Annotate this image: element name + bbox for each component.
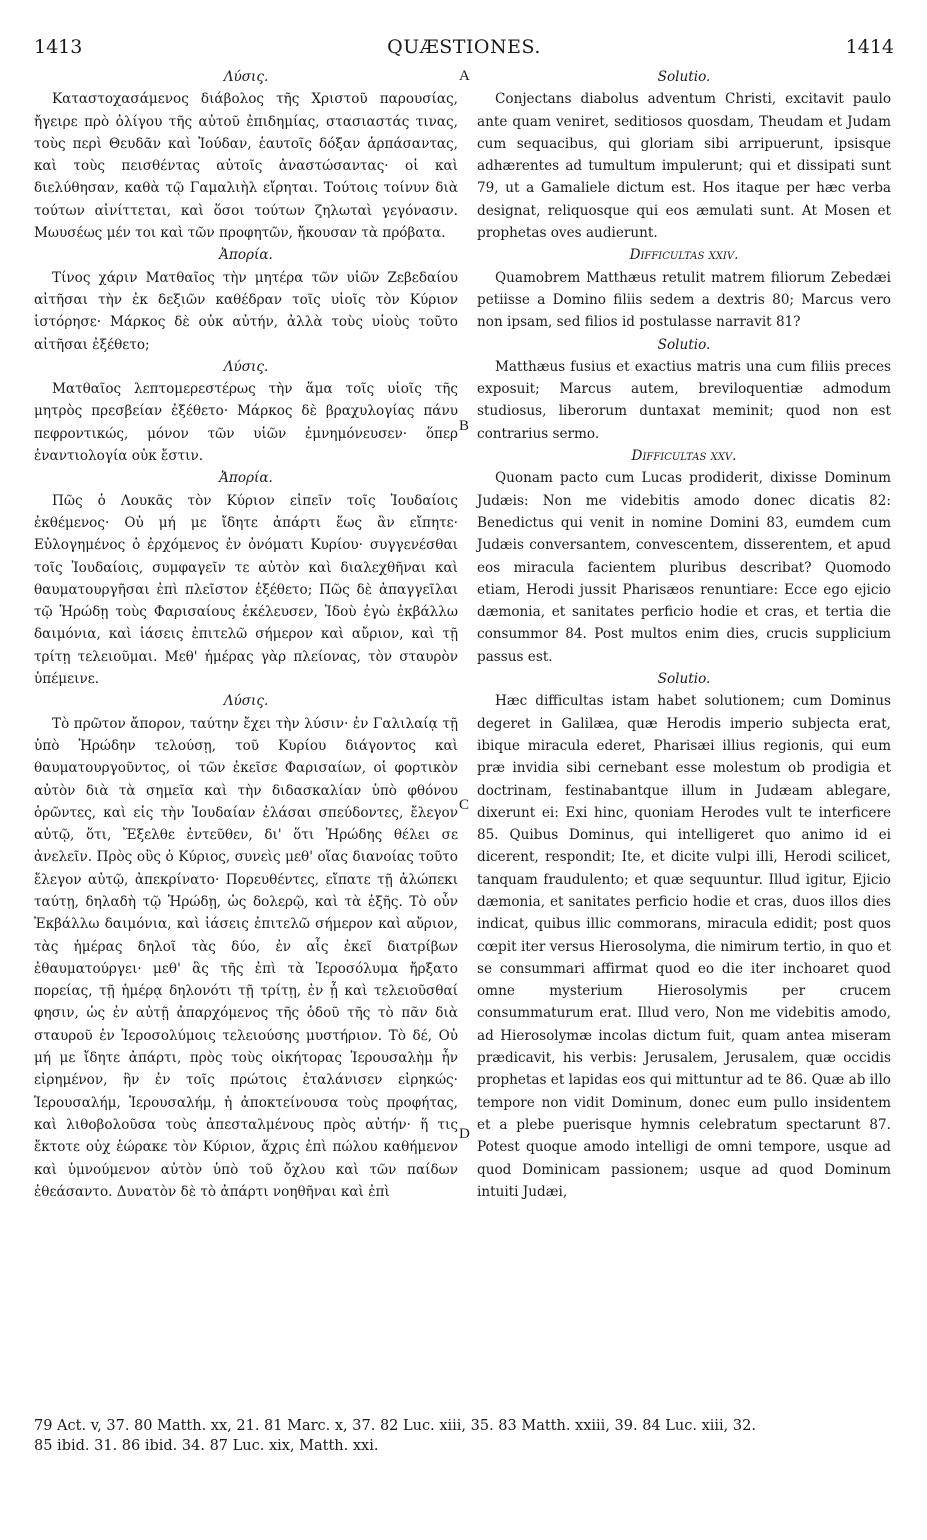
paragraph: Ματθαῖος λεπτομερεστέρως τὴν ἅμα τοῖς υἱοῖς τῆς μητρὸς πρεσβείαν ἐξέθετο· Μάρκος δὲ βραχυλογίας πάνυ πεφροντικώς, μόνον τῶν υἱῶν ἐμνημόνευσεν· ὅπερ ἐναντιολογία οὐκ ἔστιν. — [34, 381, 458, 465]
section-heading: Difficultas xxv. — [631, 448, 737, 465]
section-heading: Ἀπορία. — [219, 470, 273, 487]
footnote-line: 79 Act. v, 37. 80 Matth. xx, 21. 81 Marc. x, 37. 82 Luc. xiii, 35. 83 Matth. xxiii, 39. 84 Luc. xiii, 32. — [34, 1418, 756, 1434]
paragraph: Τίνος χάριν Ματθαῖος τὴν μητέρα τῶν υἱῶν Ζεβεδαίου αἰτῆσαι τὴν ἐκ δεξιῶν καθέδραν τοῖς υἱοῖς τὸν Κύριον ἱστόρησε· Μάρκος δὲ οὐκ αὐτήν, ἀλλὰ τοὺς υἱοὺς τοῦτο αἰτῆσαι ἐξέθετο; — [34, 269, 458, 353]
section-heading: Λύσις. — [223, 69, 269, 85]
margin-letter-b: B — [459, 418, 470, 434]
greek-column — [34, 66, 458, 1203]
page-number-right: 1414 — [845, 36, 894, 58]
paragraph: Conjectans diabolus adventum Christi, excitavit paulo ante quam veniret, seditiosos quosdam, Theudam et Judam cum sequacibus, qui gloriam sibi arripuerunt, ipsisque adhærentes ad tumultum impulerunt; qui et dissipati sunt 79, ut a Gamaliele dictum est. Hos itaque per hæc verba designat, reliquosque qui eos æmulati sunt. At Mosen et prophetas oves audierunt. — [477, 91, 891, 242]
latin-column — [477, 66, 891, 1203]
section-heading: Solutio. — [657, 671, 711, 688]
section-heading: Ἀπορία. — [219, 247, 273, 264]
section-heading: Difficultas xxiv. — [629, 247, 739, 264]
margin-letter-c: C — [459, 797, 470, 813]
paragraph: Quonam pacto cum Lucas prodiderit, dixisse Dominum Judæis: Non me videbitis amodo donec dicatis 82: Benedictus qui venit in nomine Domini 83, eumdem cum Judæis conversantem, convescentem, disserentem, et apud eos miracula facientem pluribus describat? Quomodo etiam, Herodi jussit Pharisæos renuntiare: Ecce ego ejicio dæmonia, et sanitates perficio hodie et cras, et tertia die consummor 84. Post multos enim dies, crucis supplicium passus est. — [477, 470, 891, 665]
footnotes — [34, 1416, 894, 1456]
margin-letter-d: D — [459, 1126, 470, 1142]
section-heading: Solutio. — [657, 336, 711, 353]
paragraph: Τὸ πρῶτον ἄπορον, ταύτην ἔχει τὴν λύσιν· ἐν Γαλιλαίᾳ τῇ ὑπὸ Ἡρώδην τελούσῃ, τοῦ Κυρίου διάγοντος καὶ θαυματουργοῦντος, οἱ τῶν ἐκεῖσε Φαρισαίων, οἱ φορτικὸν αὐτὸν διὰ τὰ σημεῖα καὶ τὴν διδασκαλίαν ὑπὸ φθόνου ὁρῶντες, καὶ εἰς τὴν Ἰουδαίαν ἐλάσαι σπεύδοντες, ἔλεγον αὐτῷ, ὅτι, Ἔξελθε ἐντεῦθεν, δι' ὅτι Ἡρώδης θέλει σε ἀνελεῖν. Πρὸς οὓς ὁ Κύριος, συνεὶς μεθ' οἵας διανοίας τοῦτο ἔλεγον αὐτῷ, ἀπεκρίνατο· Πορευθέντες, εἴπατε τῇ ἀλώπεκι ταύτῃ, δηλαδὴ τῷ Ἡρώδῃ, ὡς δολερῷ, καὶ τὰ ἑξῆς. Τὸ οὖν Ἐκβάλλω δαιμόνια, καὶ ἰάσεις ἐπιτελῶ σήμερον καὶ αὔριον, τὰς ἡμέρας δηλοῖ τὰς δύο, ἐν αἷς ἐκεῖ διατρίβων ἐθαυματούργει· μεθ' ἃς τῆς ἐπὶ τὰ Ἱεροσόλυμα ἤρξατο πορείας, τῇ ἡμέρᾳ δηλονότι τῇ τρίτῃ, ἐν ᾗ καὶ τελειοῦσθαί φησιν, ὡς ἐν αὐτῇ ἀπαρχόμενος τῆς ὁδοῦ τῆς τὸ πᾶν διὰ σταυροῦ ἐν Ἱεροσολύμοις τελειούσης μυστήριον. Τὸ δέ, Οὐ μή με ἴδητε ἀπάρτι, πρὸς τοὺς οἰκήτορας Ἱερουσαλὴμ ἦν εἰρημένον, ἣν ἐν τοῖς πρώτοις ἐταλάνισεν εἰρηκώς· Ἱερουσαλήμ, Ἱερουσαλήμ, ἡ ἀποκτείνουσα τοὺς προφήτας, καὶ λιθοβολοῦσα τοὺς ἀπεσταλμένους πρὸς αὐτήν· ἥ τις ἔκτοτε οὐχ ἑώρακε τὸν Κύριον, ἄχρις ἐπὶ πώλου καθήμενον καὶ ὑμνούμενον αὐτὸν ὑπὸ τοῦ ὄχλου καὶ τῶν παίδων ἐθεάσαντο. Δυνατὸν δὲ τὸ ἀπάρτι νοηθῆναι καὶ ἐπὶ — [34, 715, 458, 1200]
margin-letter-a: A — [459, 68, 470, 84]
paragraph: Hæc difficultas istam habet solutionem; cum Dominus degeret in Galilæa, quæ Herodis imperio subjecta erat, ibique miracula ederet, Pharisæi illius regionis, qui eum præ invidia sibi cernebant esse molestum ob prodigia et doctrinam, festinabantque illum in Judæam ablegare, dixerunt ei: Exi hinc, quoniam Herodes vult te interficere 85. Quibus Dominus, qui intelligeret quo animo id ei dicerent, respondit; Ite, et dicite vulpi illi, Herodi scilicet, tanquam fraudulento; et quæ sequuntur. Illud igitur, Ejicio dæmonia, et sanitates perficio hodie et cras, duos illos dies indicat, quibus illic commorans, miracula edidit; post quos cœpit iter versus Hierosolyma, die nimirum tertio, in quo et se consummari affirmat quod eo die iter inchoaret quod omne mysterium Hierosolymis per crucem consummaturum erat. Illud vero, Non me videbitis amodo, ad Hierosolymæ incolas dictum fuit, quam antea miseram prædicavit, his verbis: Jerusalem, Jerusalem, quæ occidis prophetas et lapidas eos qui mittuntur ad te 86. Quæ ab illo tempore non vidit Dominum, donec eum pullo insidentem et a plebe puerisque hymnis celebratum spectarunt 87. Potest quoque amodo intelligi de omni tempore, usque ad quod Dominicam passionem; usque ad quod Dominum intuiti Judæi, — [477, 693, 891, 1200]
section-heading: Solutio. — [657, 69, 711, 85]
running-title: QUÆSTIONES. — [387, 36, 541, 58]
paragraph: Πῶς ὁ Λουκᾶς τὸν Κύριον εἰπεῖν τοῖς Ἰουδαίοις ἐκθέμενος· Οὐ μή με ἴδητε ἀπάρτι ἕως ἂν εἴπητε· Εὐλογημένος ὁ ἐρχόμενος ἐν ὀνόματι Κυρίου· συγγενέσθαι τοῖς Ἰουδαίοις, συμφαγεῖν τε αὐτὸν καὶ διαλεχθῆναι καὶ θαυματουργῆσαι ἐπὶ πλεῖστον ἐξέθετο; Πῶς δὲ ἀπαγγεῖλαι τῷ Ἡρώδῃ τοὺς Φαρισαίους ἐκέλευσεν, Ἰδοὺ ἐγὼ ἐκβάλλω δαιμόνια, καὶ ἰάσεις ἐπιτελῶ σήμερον καὶ αὔριον, καὶ τῇ τρίτῃ τελειοῦμαι. Μεθ' ἡμέρας γὰρ πλείονας, τὸν σταυρὸν ὑπέμεινε. — [34, 492, 458, 688]
paragraph: Quamobrem Matthæus retulit matrem filiorum Zebedæi petiisse a Domino filiis sedem a dextris 80; Marcus vero non ipsam, sed filios id postulasse narravit 81? — [477, 269, 891, 331]
section-heading: Λύσις. — [223, 358, 269, 375]
footnote-line: 85 ibid. 31. 86 ibid. 34. 87 Luc. xix, Matth. xxi. — [34, 1438, 379, 1454]
page-header — [34, 36, 894, 64]
paragraph: Καταστοχασάμενος διάβολος τῆς Χριστοῦ παρουσίας, ἤγειρε πρὸ ὀλίγου τῆς αὐτοῦ ἐπιδημίας, στασιαστάς τινας, τοὺς περὶ Θευδᾶν καὶ Ἰούδαν, ἑαυτοῖς δόξαν ἁρπάσαντας, καὶ τοὺς πεισθέντας αὐτοῖς ἀναστώσαντας· οἱ καὶ διελύθησαν, καθὰ τῷ Γαμαλιὴλ εἴρηται. Τούτοις τοίνυν διὰ τούτων αἰνίττεται, καὶ ὅσοι τούτων ζηλωταὶ γεγόνασιν. Μωυσέως μέν τοι καὶ τῶν προφητῶν, ἤκουσαν τὰ πρόβατα. — [34, 91, 458, 242]
page-number-left: 1413 — [34, 36, 83, 58]
section-heading: Λύσις. — [223, 693, 269, 710]
paragraph: Matthæus fusius et exactius matris una cum filiis preces exposuit; Marcus autem, breviloquentiæ admodum studiosus, liberorum duntaxat meminit; quod non est contrarius sermo. — [477, 358, 891, 442]
